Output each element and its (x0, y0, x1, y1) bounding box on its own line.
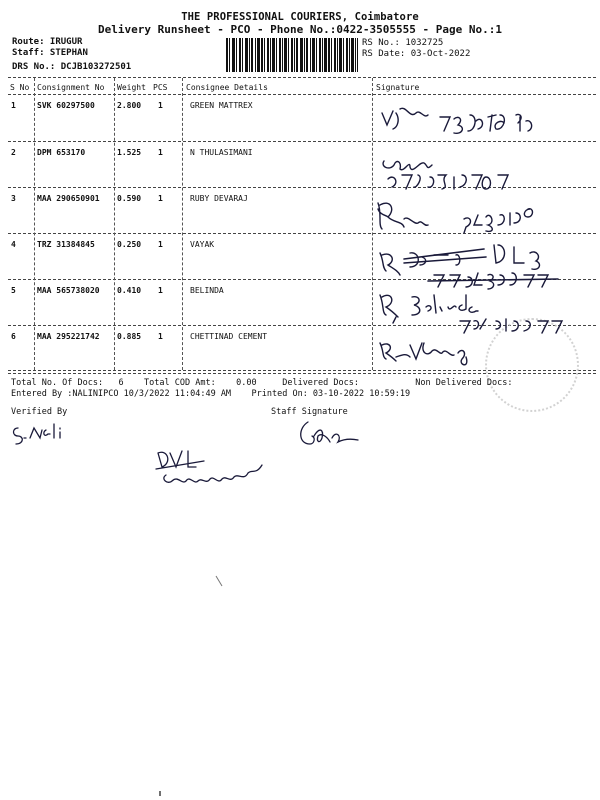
row-sno: 2 (11, 148, 16, 157)
row-consignment: MAA 290650901 (37, 194, 100, 203)
row-sno: 5 (11, 286, 16, 295)
col-header-sno: S No (10, 83, 30, 92)
col-header-consignee: Consignee Details (186, 83, 268, 92)
rs-date: RS Date: 03-Oct-2022 (362, 49, 471, 59)
scan-mark (214, 574, 226, 588)
column-divider (34, 78, 35, 370)
row-weight: 0.885 (117, 332, 142, 341)
entered-by-line: Entered By :NALINIPCO 10/3/2022 11:04:49 AM Printed On: 03-10-2022 10:59:19 (11, 389, 411, 399)
col-header-consignment: Consignment No (37, 83, 105, 92)
scan-mark (156, 790, 164, 798)
row-pcs: 1 (158, 240, 163, 249)
row-sno: 4 (11, 240, 16, 249)
rs-number: RS No.: 1032725 (362, 38, 444, 48)
row-consignment: MAA 565738020 (37, 286, 100, 295)
column-divider (114, 78, 115, 370)
row-consignee: BELINDA (190, 286, 224, 295)
handwritten-initials (150, 445, 290, 497)
col-header-pcs: PCS (153, 83, 168, 92)
row-pcs: 1 (158, 101, 163, 110)
staff-signature (296, 418, 366, 452)
row-weight: 2.800 (117, 101, 142, 110)
verified-by-label: Verified By (11, 407, 68, 417)
column-divider (182, 78, 183, 370)
table-top-rule (8, 77, 596, 78)
row-consignment: SVK 60297500 (37, 101, 95, 110)
row-consignee: N THULASIMANI (190, 148, 253, 157)
drs-number: DRS No.: DCJB103272501 (12, 62, 132, 72)
row-weight: 1.525 (117, 148, 142, 157)
signature-scribbles (374, 95, 594, 371)
row-sno: 1 (11, 101, 16, 110)
row-weight: 0.590 (117, 194, 142, 203)
row-consignment: DPM 653170 (37, 148, 86, 157)
column-divider (372, 78, 373, 370)
row-pcs: 1 (158, 286, 163, 295)
row-consignee: RUBY DEVARAJ (190, 194, 248, 203)
row-pcs: 1 (158, 148, 163, 157)
row-sno: 3 (11, 194, 16, 203)
row-consignment: TRZ 31384845 (37, 240, 95, 249)
col-header-signature: Signature (376, 83, 420, 92)
route-label: Route: IRUGUR (12, 37, 83, 47)
row-pcs: 1 (158, 194, 163, 203)
row-consignee: VAYAK (190, 240, 215, 249)
row-weight: 0.410 (117, 286, 142, 295)
totals-line: Total No. Of Docs: 6 Total COD Amt: 0.00 Delivered Docs: Non Delivered Docs: (11, 378, 513, 388)
verified-signature (10, 418, 70, 448)
staff-label: Staff: STEPHAN (12, 48, 88, 58)
runsheet-subtitle: Delivery Runsheet - PCO - Phone No.:0422-3505555 - Page No.:1 (98, 23, 502, 36)
row-consignee: GREEN MATTREX (190, 101, 253, 110)
row-weight: 0.250 (117, 240, 142, 249)
row-sno: 6 (11, 332, 16, 341)
row-pcs: 1 (158, 332, 163, 341)
staff-signature-label: Staff Signature (271, 407, 348, 417)
col-header-weight: Weight (117, 83, 146, 92)
company-title: THE PROFESSIONAL COURIERS, Coimbatore (181, 11, 419, 23)
footer-rule (8, 373, 596, 374)
row-consignee: CHETTINAD CEMENT (190, 332, 268, 341)
barcode (226, 38, 358, 72)
row-consignment: MAA 295221742 (37, 332, 100, 341)
